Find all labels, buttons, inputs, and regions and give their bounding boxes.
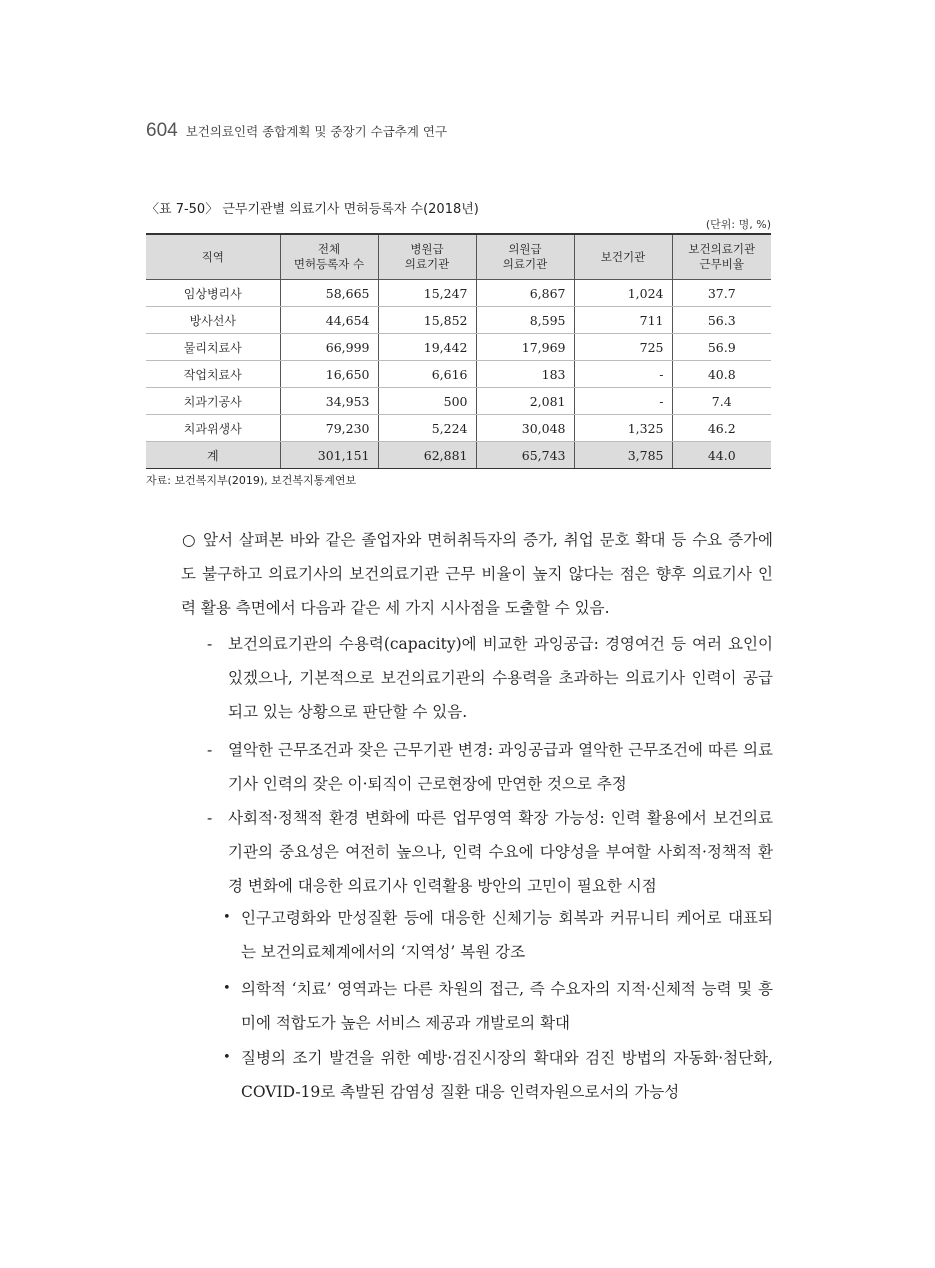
table-cell: 500 <box>378 388 476 415</box>
table-cell: 방사선사 <box>146 307 280 334</box>
table-cell: 17,969 <box>476 334 574 361</box>
data-table <box>146 233 771 469</box>
table-source-note: 자료: 보건복지부(2019), 보건복지통계연보 <box>146 474 357 487</box>
bullet-marker: • <box>223 910 231 925</box>
circle-marker: ○ <box>182 531 196 549</box>
running-header <box>146 120 447 142</box>
table-cell: 임상병리사 <box>146 280 280 307</box>
table-cell: 8,595 <box>476 307 574 334</box>
table-row <box>146 415 771 442</box>
dash-marker: - <box>207 741 213 759</box>
table-row <box>146 388 771 415</box>
table-cell: 46.2 <box>672 415 771 442</box>
header-cell: 병원급 의료기관 <box>378 234 476 280</box>
table-cell: 30,048 <box>476 415 574 442</box>
sub-item-text: 질병의 조기 발견을 위한 예방·검진시장의 확대와 검진 방법의 자동화·첨단화, COVID-19로 촉발된 감염성 질환 대응 인력자원으로서의 가능성 <box>241 1049 773 1101</box>
table-cell: 34,953 <box>280 388 378 415</box>
table-cell: 7.4 <box>672 388 771 415</box>
table-cell: 40.8 <box>672 361 771 388</box>
table-cell: 56.3 <box>672 307 771 334</box>
table-total-row <box>146 442 771 469</box>
header-cell: 보건의료기관 근무비율 <box>672 234 771 280</box>
table-cell: 5,224 <box>378 415 476 442</box>
table-cell: 계 <box>146 442 280 469</box>
table-row <box>146 307 771 334</box>
sub-item-text: 인구고령화와 만성질환 등에 대응한 신체기능 회복과 커뮤니티 케어로 대표되는 보건의료체계에서의 ‘지역성’ 복원 강조 <box>241 909 773 961</box>
header-cell: 직역 <box>146 234 280 280</box>
sub-item <box>223 972 773 1040</box>
table-cell: 56.9 <box>672 334 771 361</box>
table-cell: 58,665 <box>280 280 378 307</box>
implication-item <box>207 733 773 801</box>
bullet-marker: • <box>223 981 231 996</box>
table-header-row <box>146 234 771 280</box>
table-cell: 15,852 <box>378 307 476 334</box>
table-cell: 725 <box>574 334 672 361</box>
table-cell: 62,881 <box>378 442 476 469</box>
table-row <box>146 334 771 361</box>
bullet-marker: • <box>223 1050 231 1065</box>
table-cell: 6,616 <box>378 361 476 388</box>
implication-text: 열악한 근무조건과 잦은 근무기관 변경: 과잉공급과 열악한 근무조건에 따른 의료기사 인력의 잦은 이·퇴직이 근로현장에 만연한 것으로 추정 <box>228 741 773 793</box>
sub-item <box>223 1041 773 1109</box>
table-unit: (단위: 명, %) <box>705 218 771 231</box>
summary-text: 앞서 살펴본 바와 같은 졸업자와 면허취득자의 증가, 취업 문호 확대 등 수요 증가에도 불구하고 의료기사의 보건의료기관 근무 비율이 높지 않다는 점은 향후 의료기사 인력 활용 측면에서 다음과 같은 세 가지 시사점을 도출할 수 있음. <box>181 531 773 617</box>
page-number: 604 <box>146 120 178 141</box>
table-cell: 1,325 <box>574 415 672 442</box>
implication-text: 사회적·정책적 환경 변화에 따른 업무영역 확장 가능성: 인력 활용에서 보건의료기관의 중요성은 여전히 높으나, 인력 수요에 다양성을 부여할 사회적·정책적 환경 변화에 대응한 의료기사 인력활용 방안의 고민이 필요한 시점 <box>228 809 773 895</box>
running-header-title: 보건의료인력 종합계획 및 중장기 수급추계 연구 <box>185 124 448 139</box>
table-cell: 66,999 <box>280 334 378 361</box>
table-cell: 37.7 <box>672 280 771 307</box>
table-cell: 65,743 <box>476 442 574 469</box>
table-cell: 치과위생사 <box>146 415 280 442</box>
table-cell: 3,785 <box>574 442 672 469</box>
table-cell: - <box>574 388 672 415</box>
table-row <box>146 280 771 307</box>
table-cell: 15,247 <box>378 280 476 307</box>
dash-marker: - <box>207 635 213 653</box>
table-cell: 19,442 <box>378 334 476 361</box>
sub-item-text: 의학적 ‘치료’ 영역과는 다른 차원의 접근, 즉 수요자의 지적·신체적 능력 및 흥미에 적합도가 높은 서비스 제공과 개발로의 확대 <box>241 980 773 1032</box>
table-cell: 44.0 <box>672 442 771 469</box>
header-cell: 의원급 의료기관 <box>476 234 574 280</box>
table-caption: 〈표 7-50〉 근무기관별 의료기사 면허등록자 수(2018년) <box>146 202 479 217</box>
table-cell: 물리치료사 <box>146 334 280 361</box>
table-cell: 44,654 <box>280 307 378 334</box>
implication-item <box>207 801 773 903</box>
table-cell: 2,081 <box>476 388 574 415</box>
table-cell: 79,230 <box>280 415 378 442</box>
table-cell: 183 <box>476 361 574 388</box>
table-cell: 711 <box>574 307 672 334</box>
implication-item <box>207 627 773 729</box>
sub-item <box>223 901 773 969</box>
table-cell: 치과기공사 <box>146 388 280 415</box>
summary-paragraph <box>183 523 773 625</box>
table-cell: 301,151 <box>280 442 378 469</box>
table-cell: 6,867 <box>476 280 574 307</box>
dash-marker: - <box>207 809 213 827</box>
table-cell: 1,024 <box>574 280 672 307</box>
table-cell: 16,650 <box>280 361 378 388</box>
table-cell: - <box>574 361 672 388</box>
header-cell: 전체 면허등록자 수 <box>280 234 378 280</box>
table-row <box>146 361 771 388</box>
header-cell: 보건기관 <box>574 234 672 280</box>
table-cell: 작업치료사 <box>146 361 280 388</box>
implication-text: 보건의료기관의 수용력(capacity)에 비교한 과잉공급: 경영여건 등 여러 요인이 있겠으나, 기본적으로 보건의료기관의 수용력을 초과하는 의료기사 인력이 공급되고 있는 상황으로 판단할 수 있음. <box>228 635 773 721</box>
